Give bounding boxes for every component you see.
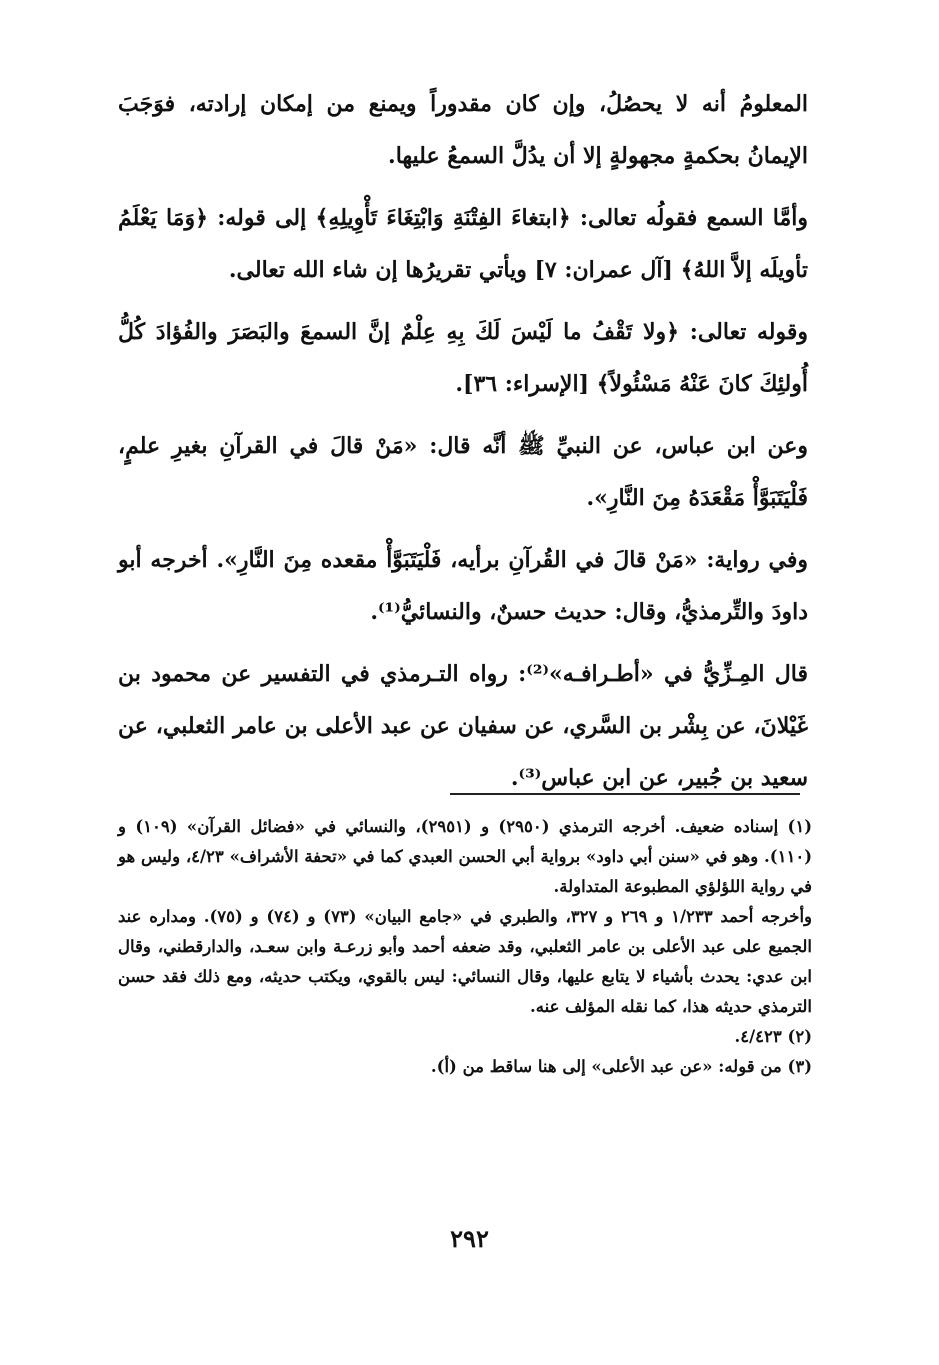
paragraph: وأمَّا السمع فقولُه تعالى: ﴿ابتغاءَ الفِتْنَةِ وَابْتِغَاءَ تَأْوِيلِهِ﴾ إلى قوله: ﴿وَمَا يَعْلَمُ تأويلَه إلاَّ اللهُ﴾ [آل عمران: ٧] ويأتي تقريرُها إن شاء الله تعالى. xyxy=(118,205,808,283)
footnote-divider xyxy=(450,793,800,795)
paragraph: وفي رواية: «مَنْ قالَ في القُرآنِ برأيه، فَلْيَتَبَوَّأْ مقعده مِنَ النَّارِ». أخرجه أبو داودَ والتِّرمذيُّ، وقال: حديث حسنٌ، والنسائيُّ⁽¹⁾. xyxy=(118,547,808,625)
footnote: (٢) ٤/٤٢٣. xyxy=(734,1027,812,1046)
main-text xyxy=(118,78,808,814)
footnotes xyxy=(118,812,812,1082)
page-number: ٢٩٢ xyxy=(450,1224,489,1253)
footnote: (٣) من قوله: «عن عبد الأعلى» إلى هنا ساقط من (أ). xyxy=(430,1057,812,1076)
footnote: (١) إسناده ضعيف. أخرجه الترمذي (٢٩٥٠) و (٢٩٥١)، والنسائي في «فضائل القرآن» (١٠٩) و (١١٠). وهو في «سنن أبي داود» برواية أبي الحسن العبدي كما في «تحفة الأشراف» ٤/٢٣، وليس هو في رواية اللؤلؤي المطبوعة المتداولة. xyxy=(118,817,813,896)
footnote: وأخرجه أحمد ١/٢٣٣ و ٢٦٩ و ٣٢٧، والطبري في «جامع البيان» (٧٣) و (٧٤) و (٧٥). ومداره عند الجميع على عبد الأعلى بن عامر الثعلبي، وقد ضعفه أحمد وأبو زرعـة وابن سعـد، والدارقطني، وقال ابن عدي: يحدث بأشياء لا يتابع عليها، وقال النسائي: ليس بالقوي، ويكتب حديثه، ومع ذلك فقد حسن الترمذي حديثه هذا، كما نقله المؤلف عنه. xyxy=(118,907,813,1016)
paragraph: وقوله تعالى: ﴿ولا تَقْفُ ما لَيْسَ لَكَ بِهِ عِلْمٌ إنَّ السمعَ والبَصَرَ والفُؤادَ كُلُّ أُولئِكَ كانَ عَنْهُ مَسْئُولاً﴾ [الإسراء: ٣٦]. xyxy=(118,319,808,397)
paragraph: وعن ابن عباس، عن النبيِّ ﷺ أنَّه قال: «مَنْ قالَ في القرآنِ بغيرِ علمٍ، فَلْيَتَبَوَّأْ مَقْعَدَهُ مِنَ النَّارِ». xyxy=(118,433,808,511)
paragraph: قال المِـزِّيُّ في «أطـرافـه»⁽²⁾: رواه التـرمذي في التفسير عن محمود بن غَيْلانَ، عن بِشْر بن السَّري، عن سفيان عن عبد الأعلى بن عامر الثعلبي، عن سعيد بن جُبير، عن ابن عباس⁽³⁾. xyxy=(118,661,808,791)
paragraph: المعلومُ أنه لا يحصُلُ، وإن كان مقدوراً ويمنع من إمكان إرادته، فوَجَبَ الإيمانُ بحكمةٍ مجهولةٍ إلا أن يدُلَّ السمعُ عليها. xyxy=(118,91,808,169)
